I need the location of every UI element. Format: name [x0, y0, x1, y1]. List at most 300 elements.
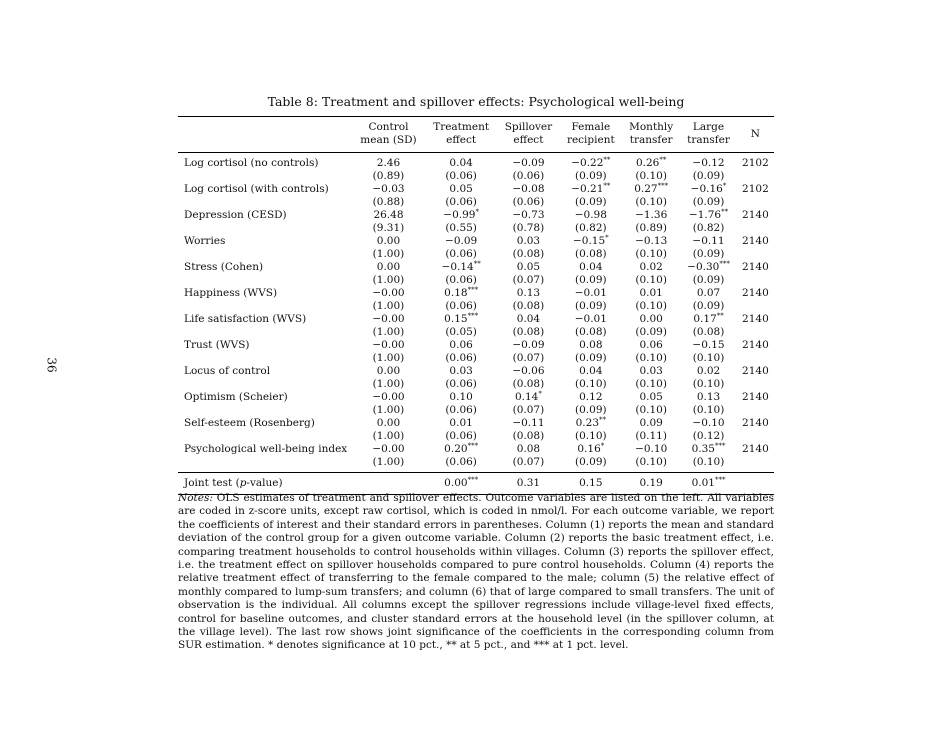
coef-cell: [560, 365, 623, 378]
coef-value: 0.06: [449, 339, 473, 351]
se-label-blank: [178, 404, 352, 417]
se-cell: (0.06): [445, 378, 477, 390]
se-cell: (1.00): [372, 378, 405, 390]
se-cell: (1.00): [372, 248, 405, 260]
se-label-blank: [178, 430, 352, 443]
outcome-label: Stress (Cohen): [184, 261, 264, 273]
coef-row: [178, 417, 774, 430]
se-label-blank: [178, 248, 352, 261]
coef-cell: [560, 183, 623, 196]
n-cell: 2140: [742, 261, 769, 273]
coef-value: −0.14: [441, 261, 474, 273]
coef-cell: [425, 209, 497, 222]
coef-value: −0.98: [574, 209, 607, 221]
coef-cell: [560, 443, 623, 456]
se-cell: (0.06): [445, 170, 477, 182]
column-header-line2: mean (SD): [360, 134, 417, 146]
column-header-line2: effect: [446, 134, 477, 146]
se-cell: (0.09): [692, 274, 725, 286]
coef-value: −0.03: [372, 183, 405, 195]
significance-stars: ***: [467, 442, 479, 450]
coef-value: −0.00: [372, 339, 405, 351]
coef-cell: [497, 287, 559, 300]
se-cell: (0.09): [575, 196, 607, 208]
coef-value: −0.99: [443, 209, 476, 221]
column-header: [352, 117, 425, 153]
coef-value: 0.08: [579, 339, 603, 351]
coef-cell: [622, 235, 680, 248]
column-header-line2: transfer: [629, 134, 673, 146]
coef-value: −0.06: [512, 365, 545, 377]
se-n-blank: [737, 222, 774, 235]
notes-text: OLS estimates of treatment and spillover effects. Outcome variables are listed on the left. All variables are coded in z-score units, except raw cortisol, which is coded in nmol/l. For each outcome variable, we report the coefficients of interest and their standard errors in parentheses. Column (1) reports the mean and standard deviation of the control group for a given outcome variable. Column (2) reports the basic treatment effect, i.e. comparing treatment households to control households within villages. Column (3) reports the spillover effect, i.e. the treatment effect on spillover households compared to pure control households. Column (4) reports the relative treatment effect of transferring to the female compared to the male; column (5) the relative effect of monthly compared to lump-sum transfers; and column (6) that of large compared to small transfers. The unit of observation is the individual. All columns except the spillover regressions include village-level fixed effects, control for baseline outcomes, and cluster standard errors at the household level (in the spillover column, at the village level). The last row shows joint significance of the coefficients in the corresponding column from SUR estimation. * denotes significance at 10 pct., ** at 5 pct., and *** at 1 pct. level.: [178, 492, 774, 652]
coef-cell: [425, 391, 497, 404]
coef-value: −0.16: [690, 183, 723, 195]
column-header-line2: transfer: [687, 134, 730, 146]
coef-value: 0.01: [691, 477, 715, 489]
coef-row: [178, 209, 774, 222]
se-cell: (1.00): [372, 404, 405, 416]
coef-value: 0.07: [696, 287, 721, 299]
outcome-label: Self-esteem (Rosenberg): [184, 417, 315, 429]
coef-value: 0.13: [696, 391, 721, 403]
column-header-line2: effect: [513, 134, 544, 146]
se-cell: (0.07): [512, 456, 545, 468]
significance-stars: **: [721, 208, 729, 216]
se-cell: (0.12): [692, 430, 725, 442]
n-cell: 2102: [742, 183, 769, 195]
se-cell: (0.09): [575, 170, 607, 182]
se-cell: (0.09): [692, 196, 725, 208]
se-cell: (0.09): [575, 274, 607, 286]
coef-value: 0.20: [444, 443, 468, 455]
se-cell: (0.10): [635, 248, 667, 260]
significance-stars: ***: [714, 442, 726, 450]
coef-value: 0.01: [449, 417, 473, 429]
coef-value: −0.12: [692, 157, 725, 169]
se-cell: (0.89): [635, 222, 667, 234]
coef-value: 0.23: [575, 417, 600, 429]
coef-value: 0.00: [639, 313, 663, 325]
joint-test-label-pre: Joint test (: [184, 477, 240, 489]
coef-cell: [680, 183, 737, 196]
coef-row: [178, 183, 774, 196]
significance-stars: ***: [467, 476, 479, 484]
joint-test-label-italic: p: [239, 477, 247, 489]
se-cell: (0.08): [575, 326, 607, 338]
coef-cell: [425, 235, 497, 248]
coef-cell: [352, 153, 425, 171]
se-label-blank: [178, 274, 352, 287]
column-header: [622, 117, 680, 153]
outcome-label: Optimism (Scheier): [184, 391, 288, 403]
se-cell: (0.10): [575, 430, 607, 442]
coef-row: [178, 261, 774, 274]
coef-cell: [622, 313, 680, 326]
coef-value: −0.15: [572, 235, 606, 247]
coef-value: −0.73: [512, 209, 545, 221]
coef-cell: [497, 153, 559, 171]
notes-label: Notes:: [178, 492, 213, 504]
se-cell: (0.08): [512, 430, 545, 442]
coef-value: −0.00: [372, 287, 405, 299]
coef-cell: [622, 261, 680, 274]
se-n-blank: [737, 196, 774, 209]
se-label-blank: [178, 300, 352, 313]
coef-value: 0.00: [376, 365, 401, 377]
column-header-line1: N: [750, 127, 760, 140]
column-header-line1: Large: [692, 121, 725, 133]
coef-value: −0.11: [512, 417, 545, 429]
coef-row: [178, 443, 774, 456]
se-n-blank: [737, 300, 774, 313]
coef-cell: [622, 365, 680, 378]
coef-cell: [352, 391, 425, 404]
coef-cell: [352, 313, 425, 326]
se-n-blank: [737, 326, 774, 339]
coef-cell: [497, 417, 559, 430]
coef-cell: [560, 339, 623, 352]
se-label-blank: [178, 378, 352, 391]
se-row: [178, 378, 774, 391]
se-cell: (0.10): [635, 378, 667, 390]
column-header-line1: Female: [571, 121, 611, 133]
coef-value: −0.01: [574, 313, 607, 325]
significance-stars: ***: [467, 286, 479, 294]
n-cell: 2140: [742, 313, 769, 325]
coef-cell: [352, 339, 425, 352]
se-n-blank: [737, 274, 774, 287]
significance-stars: **: [603, 182, 611, 190]
coef-cell: [352, 443, 425, 456]
se-label-blank: [178, 222, 352, 235]
se-cell: (0.10): [635, 300, 667, 312]
significance-stars: **: [473, 260, 481, 268]
significance-stars: **: [659, 156, 667, 164]
coef-cell: [497, 261, 559, 274]
coef-value: 0.18: [444, 287, 468, 299]
coef-cell: [497, 235, 559, 248]
se-n-blank: [737, 456, 774, 473]
coef-cell: [425, 153, 497, 171]
coef-cell: [425, 183, 497, 196]
coef-cell: [497, 339, 559, 352]
coef-row: [178, 365, 774, 378]
se-cell: (0.78): [512, 222, 545, 234]
joint-test-label-post: -value): [246, 477, 283, 489]
coef-value: 0.27: [634, 183, 658, 195]
se-cell: (0.10): [635, 456, 667, 468]
se-cell: (9.31): [372, 222, 405, 234]
coef-value: 0.03: [516, 235, 541, 247]
se-cell: (1.00): [372, 352, 405, 364]
coef-value: 0.15: [444, 313, 468, 325]
se-row: [178, 222, 774, 235]
coef-cell: [560, 209, 623, 222]
coef-cell: [497, 209, 559, 222]
coef-cell: [352, 287, 425, 300]
coef-value: 0.06: [639, 339, 663, 351]
coef-value: 0.00: [444, 477, 468, 489]
se-cell: (0.06): [512, 196, 545, 208]
se-label-blank: [178, 196, 352, 209]
coef-cell: [560, 261, 623, 274]
page-number: 36: [44, 357, 59, 373]
coef-value: −0.21: [571, 183, 604, 195]
se-cell: (1.00): [372, 326, 405, 338]
n-cell: 2102: [742, 157, 769, 169]
coef-cell: [680, 153, 737, 171]
coef-value: 26.48: [373, 209, 404, 221]
coef-value: 2.46: [376, 157, 401, 169]
se-row: [178, 352, 774, 365]
se-cell: (0.06): [445, 456, 477, 468]
significance-stars: ***: [714, 476, 726, 484]
coef-value: 0.08: [516, 443, 541, 455]
coef-cell: [680, 313, 737, 326]
coef-value: 0.00: [376, 261, 401, 273]
coef-value: −0.13: [635, 235, 668, 247]
coef-cell: [680, 261, 737, 274]
coef-cell: [352, 183, 425, 196]
se-row: [178, 170, 774, 183]
column-header: [680, 117, 737, 153]
coef-value: 0.31: [516, 477, 541, 489]
coef-row: [178, 339, 774, 352]
se-n-blank: [737, 404, 774, 417]
coef-value: 0.05: [639, 391, 663, 403]
se-cell: (0.82): [575, 222, 607, 234]
coef-cell: [680, 391, 737, 404]
se-n-blank: [737, 378, 774, 391]
coef-cell: [680, 287, 737, 300]
se-cell: (0.10): [692, 378, 725, 390]
se-cell: (1.00): [372, 430, 405, 442]
coef-cell: [425, 365, 497, 378]
coef-cell: [497, 313, 559, 326]
coef-cell: [622, 417, 680, 430]
coef-value: −0.10: [635, 443, 668, 455]
n-cell: 2140: [742, 287, 769, 299]
significance-stars: **: [599, 416, 607, 424]
se-row: [178, 326, 774, 339]
outcome-label: Happiness (WVS): [184, 287, 278, 299]
se-cell: (0.07): [512, 404, 545, 416]
column-header: [560, 117, 623, 153]
coef-value: −1.76: [688, 209, 722, 221]
coef-value: 0.09: [639, 417, 663, 429]
coef-value: 0.00: [376, 235, 401, 247]
se-cell: (0.10): [635, 170, 667, 182]
coef-cell: [352, 417, 425, 430]
se-cell: (0.06): [445, 196, 477, 208]
se-cell: (0.09): [575, 404, 607, 416]
coef-value: 0.04: [516, 313, 541, 325]
coef-value: −0.30: [687, 261, 720, 273]
coef-cell: [497, 183, 559, 196]
coef-value: −0.09: [512, 157, 545, 169]
significance-stars: ***: [657, 182, 669, 190]
se-cell: (0.10): [692, 404, 725, 416]
coef-value: 0.00: [376, 417, 401, 429]
se-cell: (0.10): [635, 352, 667, 364]
coef-cell: [352, 365, 425, 378]
outcome-label: Life satisfaction (WVS): [184, 313, 307, 325]
se-row: [178, 404, 774, 417]
significance-stars: *: [475, 208, 479, 216]
coef-value: −1.36: [635, 209, 668, 221]
coef-cell: [560, 391, 623, 404]
table-caption: Table 8: Treatment and spillover effects: Psychological well-being: [267, 94, 685, 109]
outcome-label: Locus of control: [184, 365, 271, 377]
se-cell: (0.08): [512, 326, 545, 338]
se-cell: (0.06): [512, 170, 545, 182]
outcome-label: Log cortisol (no controls): [184, 157, 319, 169]
coef-value: −0.11: [692, 235, 725, 247]
se-cell: (0.10): [575, 378, 607, 390]
outcome-label: Log cortisol (with controls): [184, 183, 329, 195]
coef-cell: [622, 339, 680, 352]
se-cell: (0.10): [635, 404, 667, 416]
se-cell: (0.06): [445, 300, 477, 312]
header-blank: [178, 117, 352, 153]
coef-cell: [560, 313, 623, 326]
se-cell: (1.00): [372, 274, 405, 286]
coef-value: 0.05: [449, 183, 473, 195]
coef-value: −0.08: [512, 183, 545, 195]
significance-stars: *: [605, 234, 609, 242]
coef-value: −0.00: [372, 391, 405, 403]
coef-value: 0.01: [639, 287, 663, 299]
se-cell: (0.06): [445, 352, 477, 364]
se-cell: (0.06): [445, 248, 477, 260]
coef-cell: [425, 287, 497, 300]
n-cell: 2140: [742, 443, 769, 455]
column-header-line1: Control: [368, 121, 409, 133]
coef-cell: [425, 339, 497, 352]
se-cell: (0.11): [635, 430, 667, 442]
coef-cell: [352, 209, 425, 222]
outcome-label: Depression (CESD): [184, 209, 287, 221]
se-cell: (0.89): [372, 170, 405, 182]
coef-value: 0.15: [579, 477, 603, 489]
significance-stars: *: [538, 390, 542, 398]
coef-cell: [425, 417, 497, 430]
coef-cell: [680, 443, 737, 456]
n-cell: 2140: [742, 339, 769, 351]
coef-value: −0.22: [571, 157, 604, 169]
coef-cell: [680, 339, 737, 352]
n-cell: 2140: [742, 391, 769, 403]
se-cell: (0.09): [575, 352, 607, 364]
outcome-label: Trust (WVS): [184, 339, 250, 351]
coef-value: 0.04: [579, 261, 603, 273]
se-cell: (0.55): [445, 222, 477, 234]
coef-row: [178, 313, 774, 326]
se-cell: (0.06): [445, 430, 477, 442]
se-cell: (0.08): [512, 248, 545, 260]
coef-value: 0.14: [514, 391, 539, 403]
coef-row: [178, 391, 774, 404]
table-header-row: [178, 117, 774, 153]
se-cell: (0.88): [372, 196, 405, 208]
se-cell: (0.10): [635, 196, 667, 208]
se-cell: (0.09): [692, 248, 725, 260]
coef-row: [178, 153, 774, 171]
coef-value: 0.17: [693, 313, 717, 325]
coef-cell: [497, 365, 559, 378]
coef-cell: [560, 417, 623, 430]
coef-value: −0.09: [512, 339, 545, 351]
coef-value: 0.26: [635, 157, 660, 169]
column-header: [497, 117, 559, 153]
se-n-blank: [737, 352, 774, 365]
coef-value: 0.10: [449, 391, 473, 403]
coef-cell: [352, 261, 425, 274]
se-cell: (1.00): [372, 456, 405, 468]
n-cell: 2140: [742, 209, 769, 221]
se-label-blank: [178, 352, 352, 365]
se-cell: (0.82): [692, 222, 725, 234]
column-header: [425, 117, 497, 153]
coef-value: −0.01: [574, 287, 607, 299]
coef-cell: [560, 287, 623, 300]
se-label-blank: [178, 170, 352, 183]
significance-stars: **: [716, 312, 724, 320]
significance-stars: ***: [719, 260, 730, 268]
se-cell: (0.08): [512, 300, 545, 312]
coef-cell: [497, 391, 559, 404]
column-header-line2: recipient: [566, 134, 615, 146]
coef-value: 0.04: [449, 157, 473, 169]
results-table: [178, 116, 774, 495]
coef-cell: [680, 209, 737, 222]
se-cell: (0.09): [575, 456, 607, 468]
coef-cell: [622, 391, 680, 404]
se-cell: (0.05): [445, 326, 477, 338]
coef-value: 0.02: [696, 365, 721, 377]
se-n-blank: [737, 430, 774, 443]
table-notes: [178, 492, 774, 653]
column-header-line1: Treatment: [433, 121, 490, 133]
se-cell: (0.08): [575, 248, 607, 260]
se-cell: (0.07): [512, 352, 545, 364]
n-cell: 2140: [742, 365, 769, 377]
se-cell: (0.06): [445, 404, 477, 416]
coef-cell: [497, 443, 559, 456]
se-label-blank: [178, 326, 352, 339]
coef-cell: [622, 183, 680, 196]
coef-value: −0.00: [372, 443, 405, 455]
se-cell: (0.07): [512, 274, 545, 286]
se-cell: (0.09): [692, 300, 725, 312]
se-cell: (0.06): [445, 274, 477, 286]
coef-cell: [622, 153, 680, 171]
coef-value: 0.12: [579, 391, 603, 403]
coef-cell: [560, 235, 623, 248]
coef-value: 0.04: [579, 365, 603, 377]
coef-value: 0.03: [449, 365, 473, 377]
outcome-label: Psychological well-being index: [184, 443, 348, 455]
coef-cell: [560, 153, 623, 171]
coef-cell: [680, 417, 737, 430]
se-cell: (0.10): [635, 274, 667, 286]
coef-value: 0.13: [516, 287, 541, 299]
coef-cell: [680, 235, 737, 248]
coef-value: 0.16: [577, 443, 601, 455]
se-cell: (0.09): [635, 326, 667, 338]
se-label-blank: [178, 456, 352, 473]
